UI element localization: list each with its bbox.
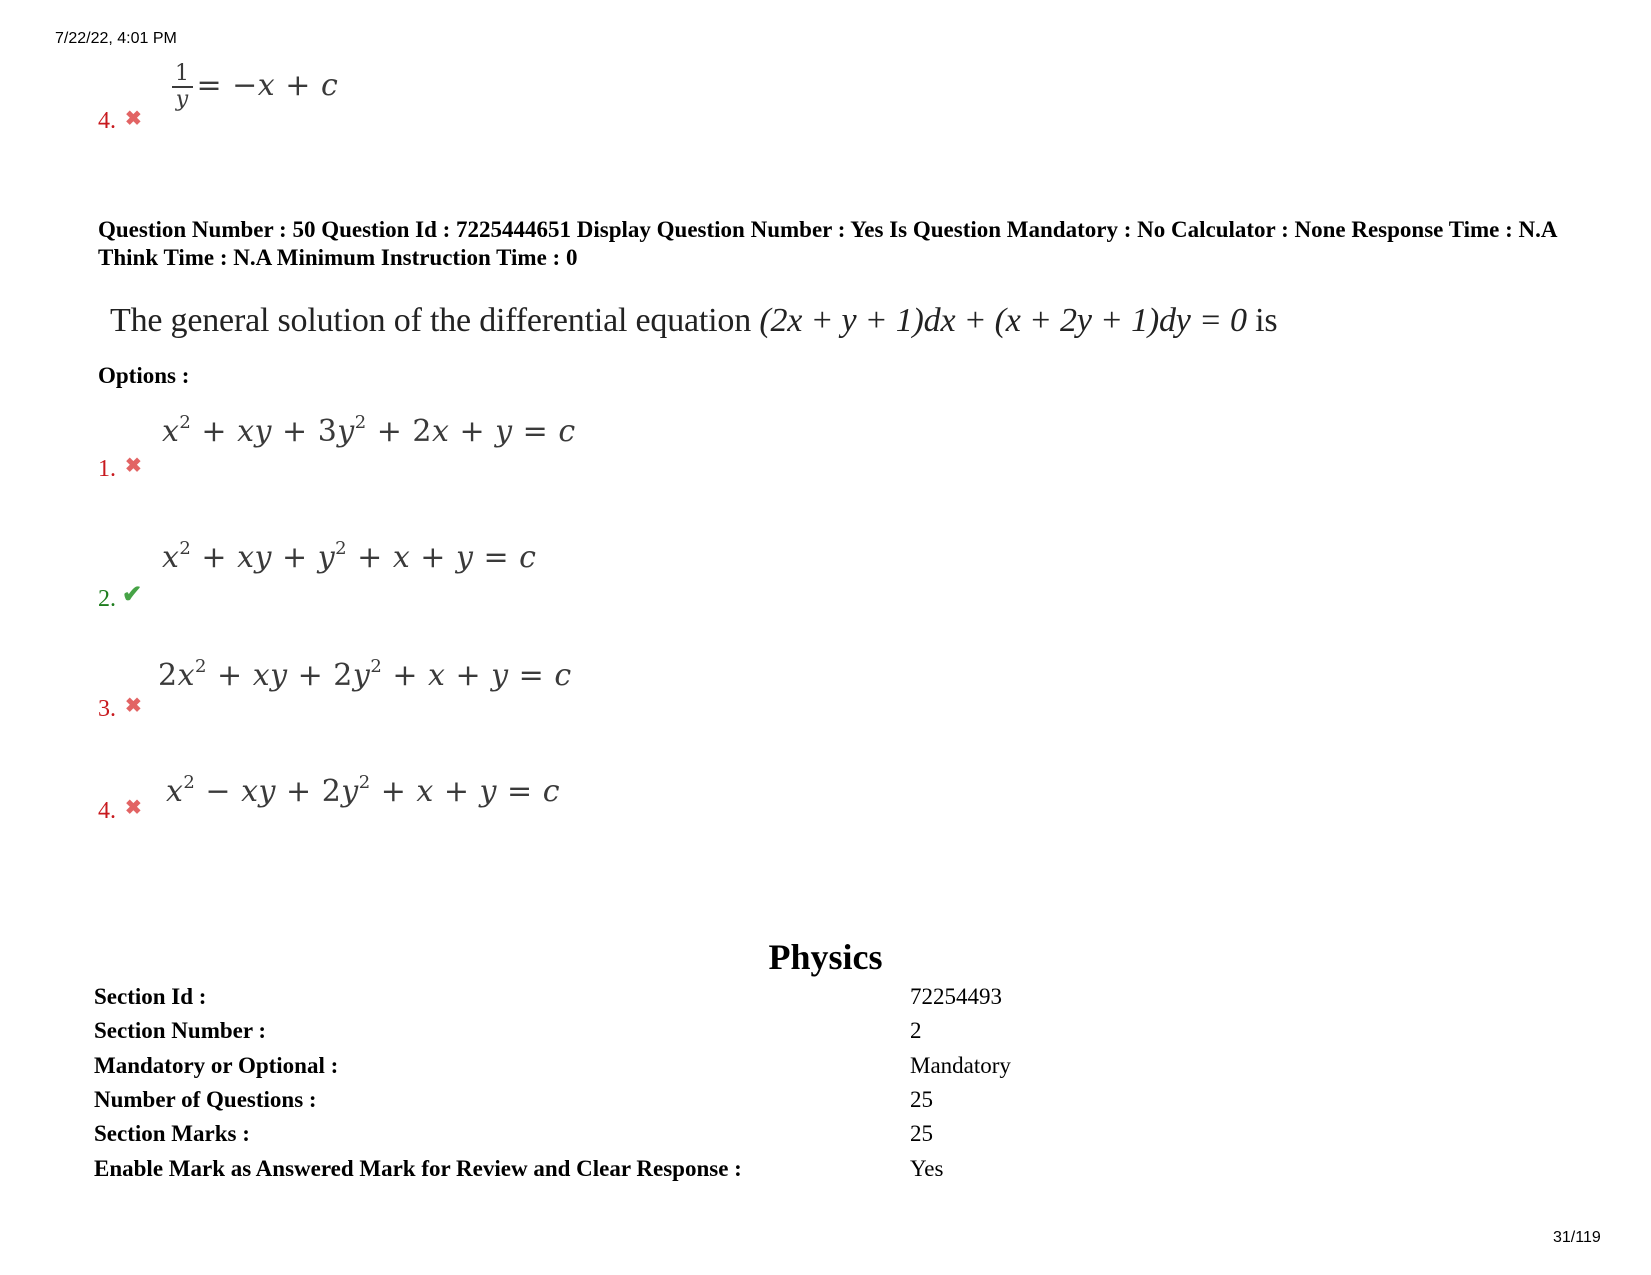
section-info-row: Section Number : 2: [94, 1018, 922, 1043]
option-expression: $x^2$ + xy + $3y^2 + 2x + y = c$: [162, 412, 576, 449]
option-expression: $x^2$ − xy + $2y^2 + x + y = c$: [166, 772, 561, 809]
cross-icon: ✖: [125, 797, 142, 819]
question-meta: Question Number : 50 Question Id : 7225444651 Display Question Number : Yes Is Question Mandatory : No Calculator : None Response Time : N.A Think Time : N.A Minimum Instruction Time : 0: [98, 217, 1557, 270]
cross-icon: ✖: [125, 108, 142, 130]
question-equation: (2x + y + 1)dx + (x + 2y + 1)dy = 0: [759, 302, 1247, 339]
option-number: 3.: [98, 696, 116, 722]
question-text: The general solution of the differential equation (2x + y + 1)dx + (x + 2y + 1)dy = 0 is: [110, 302, 1278, 339]
section-info-row: Section Marks : 25: [94, 1121, 933, 1146]
option-expression: $x^2$ + xy + $y^2 + x + y = c$: [162, 538, 537, 575]
option-expression: $2x^2$ + xy + $2y^2 + x + y = c$: [158, 656, 572, 693]
option-number: 4.: [98, 798, 116, 824]
prev-option-number: 4.: [98, 108, 116, 134]
page-number: 31/119: [1553, 1229, 1601, 1246]
section-title: Physics: [768, 937, 883, 977]
section-info-row: Section Id : 72254493: [94, 984, 1002, 1009]
section-info-row: Mandatory or Optional : Mandatory: [94, 1053, 1011, 1078]
prev-option-expression: $\frac{1}{y}$ = −x + c: [172, 62, 338, 112]
print-timestamp: 7/22/22, 4:01 PM: [55, 30, 177, 47]
cross-icon: ✖: [125, 455, 142, 477]
section-info-row: Number of Questions : 25: [94, 1087, 933, 1112]
cross-icon: ✖: [125, 695, 142, 717]
options-label: Options :: [98, 363, 190, 388]
option-number: 2.: [98, 586, 116, 612]
option-number: 1.: [98, 456, 116, 482]
check-icon: ✔: [122, 582, 143, 608]
section-info-row: Enable Mark as Answered Mark for Review and Clear Response : Yes: [94, 1156, 944, 1181]
fraction: $\frac{1}{y}$: [172, 62, 193, 112]
